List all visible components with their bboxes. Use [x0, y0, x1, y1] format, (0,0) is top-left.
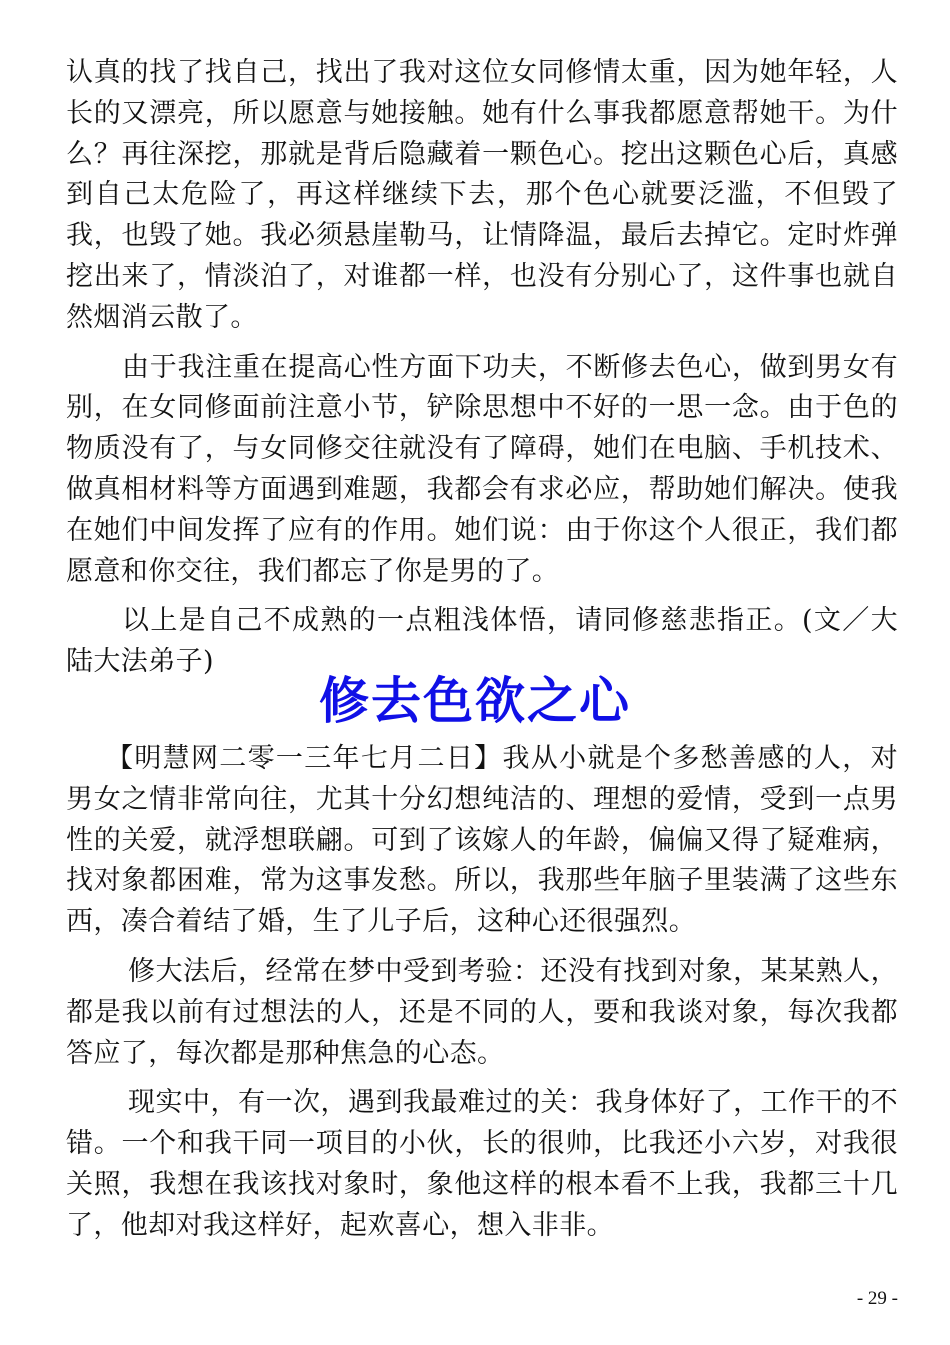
article-body — [66, 739, 898, 1247]
paragraph-6: 现实中，有一次，遇到我最难过的关：我身体好了，工作干的不错。一个和我干同一项目的小伙，长的很帅，比我还小六岁，对我很关照，我想在我该找对象时，象他这样的根本看不上我，我都三十几了，他却对我这样好，起欢喜心，想入非非。 — [66, 1087, 898, 1241]
paragraph-3: 以上是自己不成熟的一点粗浅体悟，请同修慈悲指正。(文／大陆大法弟子) — [66, 605, 898, 678]
paragraph-2: 由于我注重在提高心性方面下功夫，不断修去色心，做到男女有别，在女同修面前注意小节，铲除思想中不好的一思一念。由于色的物质没有了，与女同修交往就没有了障碍，她们在电脑、手机技术、做真相材料等方面遇到难题，我都会有求必应，帮助她们解决。使我在她们中间发挥了应有的作用。她们说：由于你这个人很正，我们都愿意和你交往，我们都忘了你是男的了。 — [66, 351, 898, 587]
page-number: - 29 - — [856, 1288, 898, 1309]
paragraph-5: 修大法后，经常在梦中受到考验：还没有找到对象，某某熟人，都是我以前有过想法的人，还是不同的人，要和我谈对象，每次我都答应了，每次都是那种焦急的心态。 — [66, 955, 898, 1069]
paragraph-1: 认真的找了找自己，找出了我对这位女同修情太重，因为她年轻，人长的又漂亮，所以愿意与她接触。她有什么事我都愿意帮她干。为什么？再往深挖，那就是背后隐藏着一颗色心。挖出这颗色心后，真感到自己太危险了，再这样继续下去，那个色心就要泛滥，不但毁了我，也毁了她。我必须悬崖勒马，让情降温，最后去掉它。定时炸弹挖出来了，情淡泊了，对谁都一样，也没有分别心了，这件事也就自然烟消云散了。 — [66, 57, 898, 333]
paragraph-4: 【明慧网二零一三年七月二日】我从小就是个多愁善感的人，对男女之情非常向往，尤其十分幻想纯洁的、理想的爱情，受到一点男性的关爱，就浮想联翩。可到了该嫁人的年龄，偏偏又得了疑难病，找对象都困难，常为这事发愁。所以，我那些年脑子里装满了这些东西，凑合着结了婚，生了儿子后，这种心还很强烈。 — [66, 743, 898, 938]
article-title: 修去色欲之心 — [319, 671, 631, 730]
previous-article-ending — [66, 53, 898, 683]
